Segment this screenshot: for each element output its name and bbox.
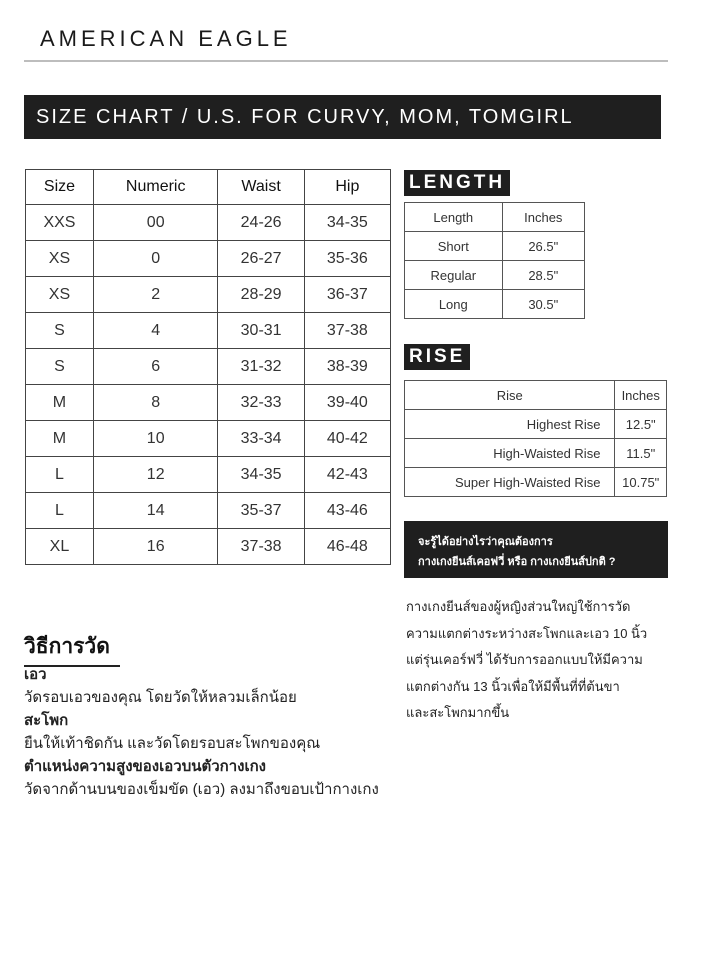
waist-cell: 32-33 (218, 385, 304, 421)
table-row (26, 205, 391, 241)
inches-cell: 11.5" (615, 439, 667, 468)
numeric-cell: 12 (93, 457, 218, 493)
hip-instruction: ยืนให้เท้าชิดกัน และวัดโดยรอบสะโพกของคุณ (24, 735, 321, 752)
numeric-cell: 10 (93, 421, 218, 457)
table-row (26, 277, 391, 313)
hip-cell: 39-40 (304, 385, 390, 421)
size-cell: L (26, 457, 94, 493)
inches-header: Inches (615, 381, 667, 410)
question-line: กางเกงยีนส์เคอฟวี่ หรือ กางเกงยีนส์ปกติ ? (418, 556, 616, 568)
hip-cell: 43-46 (304, 493, 390, 529)
hip-cell: 36-37 (304, 277, 390, 313)
size-table-header-row (26, 170, 391, 205)
how-to-measure-title: วิธีการวัด (24, 630, 120, 667)
hip-cell: 40-42 (304, 421, 390, 457)
table-row (26, 421, 391, 457)
hip-cell: 34-35 (304, 205, 390, 241)
size-header: Size (26, 170, 94, 205)
banner-title: SIZE CHART / U.S. FOR CURVY, MOM, TOMGIRL (36, 105, 574, 128)
waist-header: Waist (218, 170, 304, 205)
rise-cell: Highest Rise (405, 410, 615, 439)
waist-cell: 34-35 (218, 457, 304, 493)
numeric-cell: 00 (93, 205, 218, 241)
numeric-cell: 16 (93, 529, 218, 565)
waist-cell: 30-31 (218, 313, 304, 349)
size-cell: L (26, 493, 94, 529)
inches-cell: 30.5" (502, 290, 584, 319)
hip-header: Hip (304, 170, 390, 205)
length-table (404, 202, 585, 319)
answer-line: ความแตกต่างระหว่างสะโพกและเอว 10 นิ้ว (406, 625, 648, 641)
numeric-cell: 14 (93, 493, 218, 529)
hip-cell: 42-43 (304, 457, 390, 493)
answer-line: แตกต่างกัน 13 นิ้วเพื่อให้มีพื้นที่ที่ต้นขา (406, 678, 620, 694)
inches-cell: 12.5" (615, 410, 667, 439)
numeric-cell: 0 (93, 241, 218, 277)
table-row (26, 349, 391, 385)
waist-cell: 33-34 (218, 421, 304, 457)
answer-line: และสะโพกมากขึ้น (406, 705, 510, 720)
rise-table (404, 380, 667, 497)
table-row (26, 457, 391, 493)
waist-heading: เอว (24, 666, 47, 683)
rise-instruction: วัดจากด้านบนของเข็มขัด (เอว) ลงมาถึงขอบเป้ากางเกง (24, 781, 379, 798)
size-cell: XL (26, 529, 94, 565)
size-cell: XS (26, 241, 94, 277)
length-header: Length (405, 203, 503, 232)
table-row (405, 468, 667, 497)
numeric-cell: 6 (93, 349, 218, 385)
waist-cell: 37-38 (218, 529, 304, 565)
rise-heading: RISE (404, 344, 470, 370)
length-cell: Short (405, 232, 503, 261)
table-row (26, 529, 391, 565)
rise-measure-heading: ตำแหน่งความสูงของเอวบนตัวกางเกง (24, 758, 266, 775)
size-cell: M (26, 421, 94, 457)
numeric-header: Numeric (93, 170, 218, 205)
size-cell: XS (26, 277, 94, 313)
brand-logo: AMERICAN EAGLE (40, 26, 292, 51)
hip-heading: สะโพก (24, 712, 69, 729)
rise-header: Rise (405, 381, 615, 410)
rise-cell: High-Waisted Rise (405, 439, 615, 468)
size-cell: S (26, 313, 94, 349)
waist-cell: 31-32 (218, 349, 304, 385)
curvy-question-box (404, 521, 668, 578)
size-cell: S (26, 349, 94, 385)
numeric-cell: 8 (93, 385, 218, 421)
length-cell: Regular (405, 261, 503, 290)
size-cell: M (26, 385, 94, 421)
hip-cell: 37-38 (304, 313, 390, 349)
length-cell: Long (405, 290, 503, 319)
waist-cell: 28-29 (218, 277, 304, 313)
numeric-cell: 2 (93, 277, 218, 313)
curvy-answer-text (406, 594, 676, 727)
waist-cell: 35-37 (218, 493, 304, 529)
numeric-cell: 4 (93, 313, 218, 349)
answer-line: แต่รุ่นเคอร์ฟวี่ ได้รับการออกแบบให้มีความ (406, 652, 643, 667)
hip-cell: 38-39 (304, 349, 390, 385)
table-row (405, 410, 667, 439)
table-row (26, 241, 391, 277)
question-line: จะรู้ได้อย่างไรว่าคุณต้องการ (418, 536, 553, 548)
rise-table-header-row (405, 381, 667, 410)
table-row (26, 493, 391, 529)
table-row (405, 232, 585, 261)
answer-line: กางเกงยีนส์ของผู้หญิงส่วนใหญ่ใช้การวัด (406, 599, 631, 614)
inches-cell: 10.75" (615, 468, 667, 497)
size-cell: XXS (26, 205, 94, 241)
inches-cell: 28.5" (502, 261, 584, 290)
waist-cell: 24-26 (218, 205, 304, 241)
waist-cell: 26-27 (218, 241, 304, 277)
table-row (26, 313, 391, 349)
table-row (405, 439, 667, 468)
rise-cell: Super High-Waisted Rise (405, 468, 615, 497)
waist-instruction: วัดรอบเอวของคุณ โดยวัดให้หลวมเล็กน้อย (24, 689, 297, 706)
table-row (26, 385, 391, 421)
hip-cell: 46-48 (304, 529, 390, 565)
hip-cell: 35-36 (304, 241, 390, 277)
inches-cell: 26.5" (502, 232, 584, 261)
size-table (25, 169, 391, 565)
table-row (405, 290, 585, 319)
inches-header: Inches (502, 203, 584, 232)
size-chart-banner (24, 95, 661, 139)
table-row (405, 261, 585, 290)
length-table-header-row (405, 203, 585, 232)
how-to-measure-section (24, 664, 404, 802)
brand-divider (24, 60, 668, 62)
length-heading: LENGTH (404, 170, 510, 196)
